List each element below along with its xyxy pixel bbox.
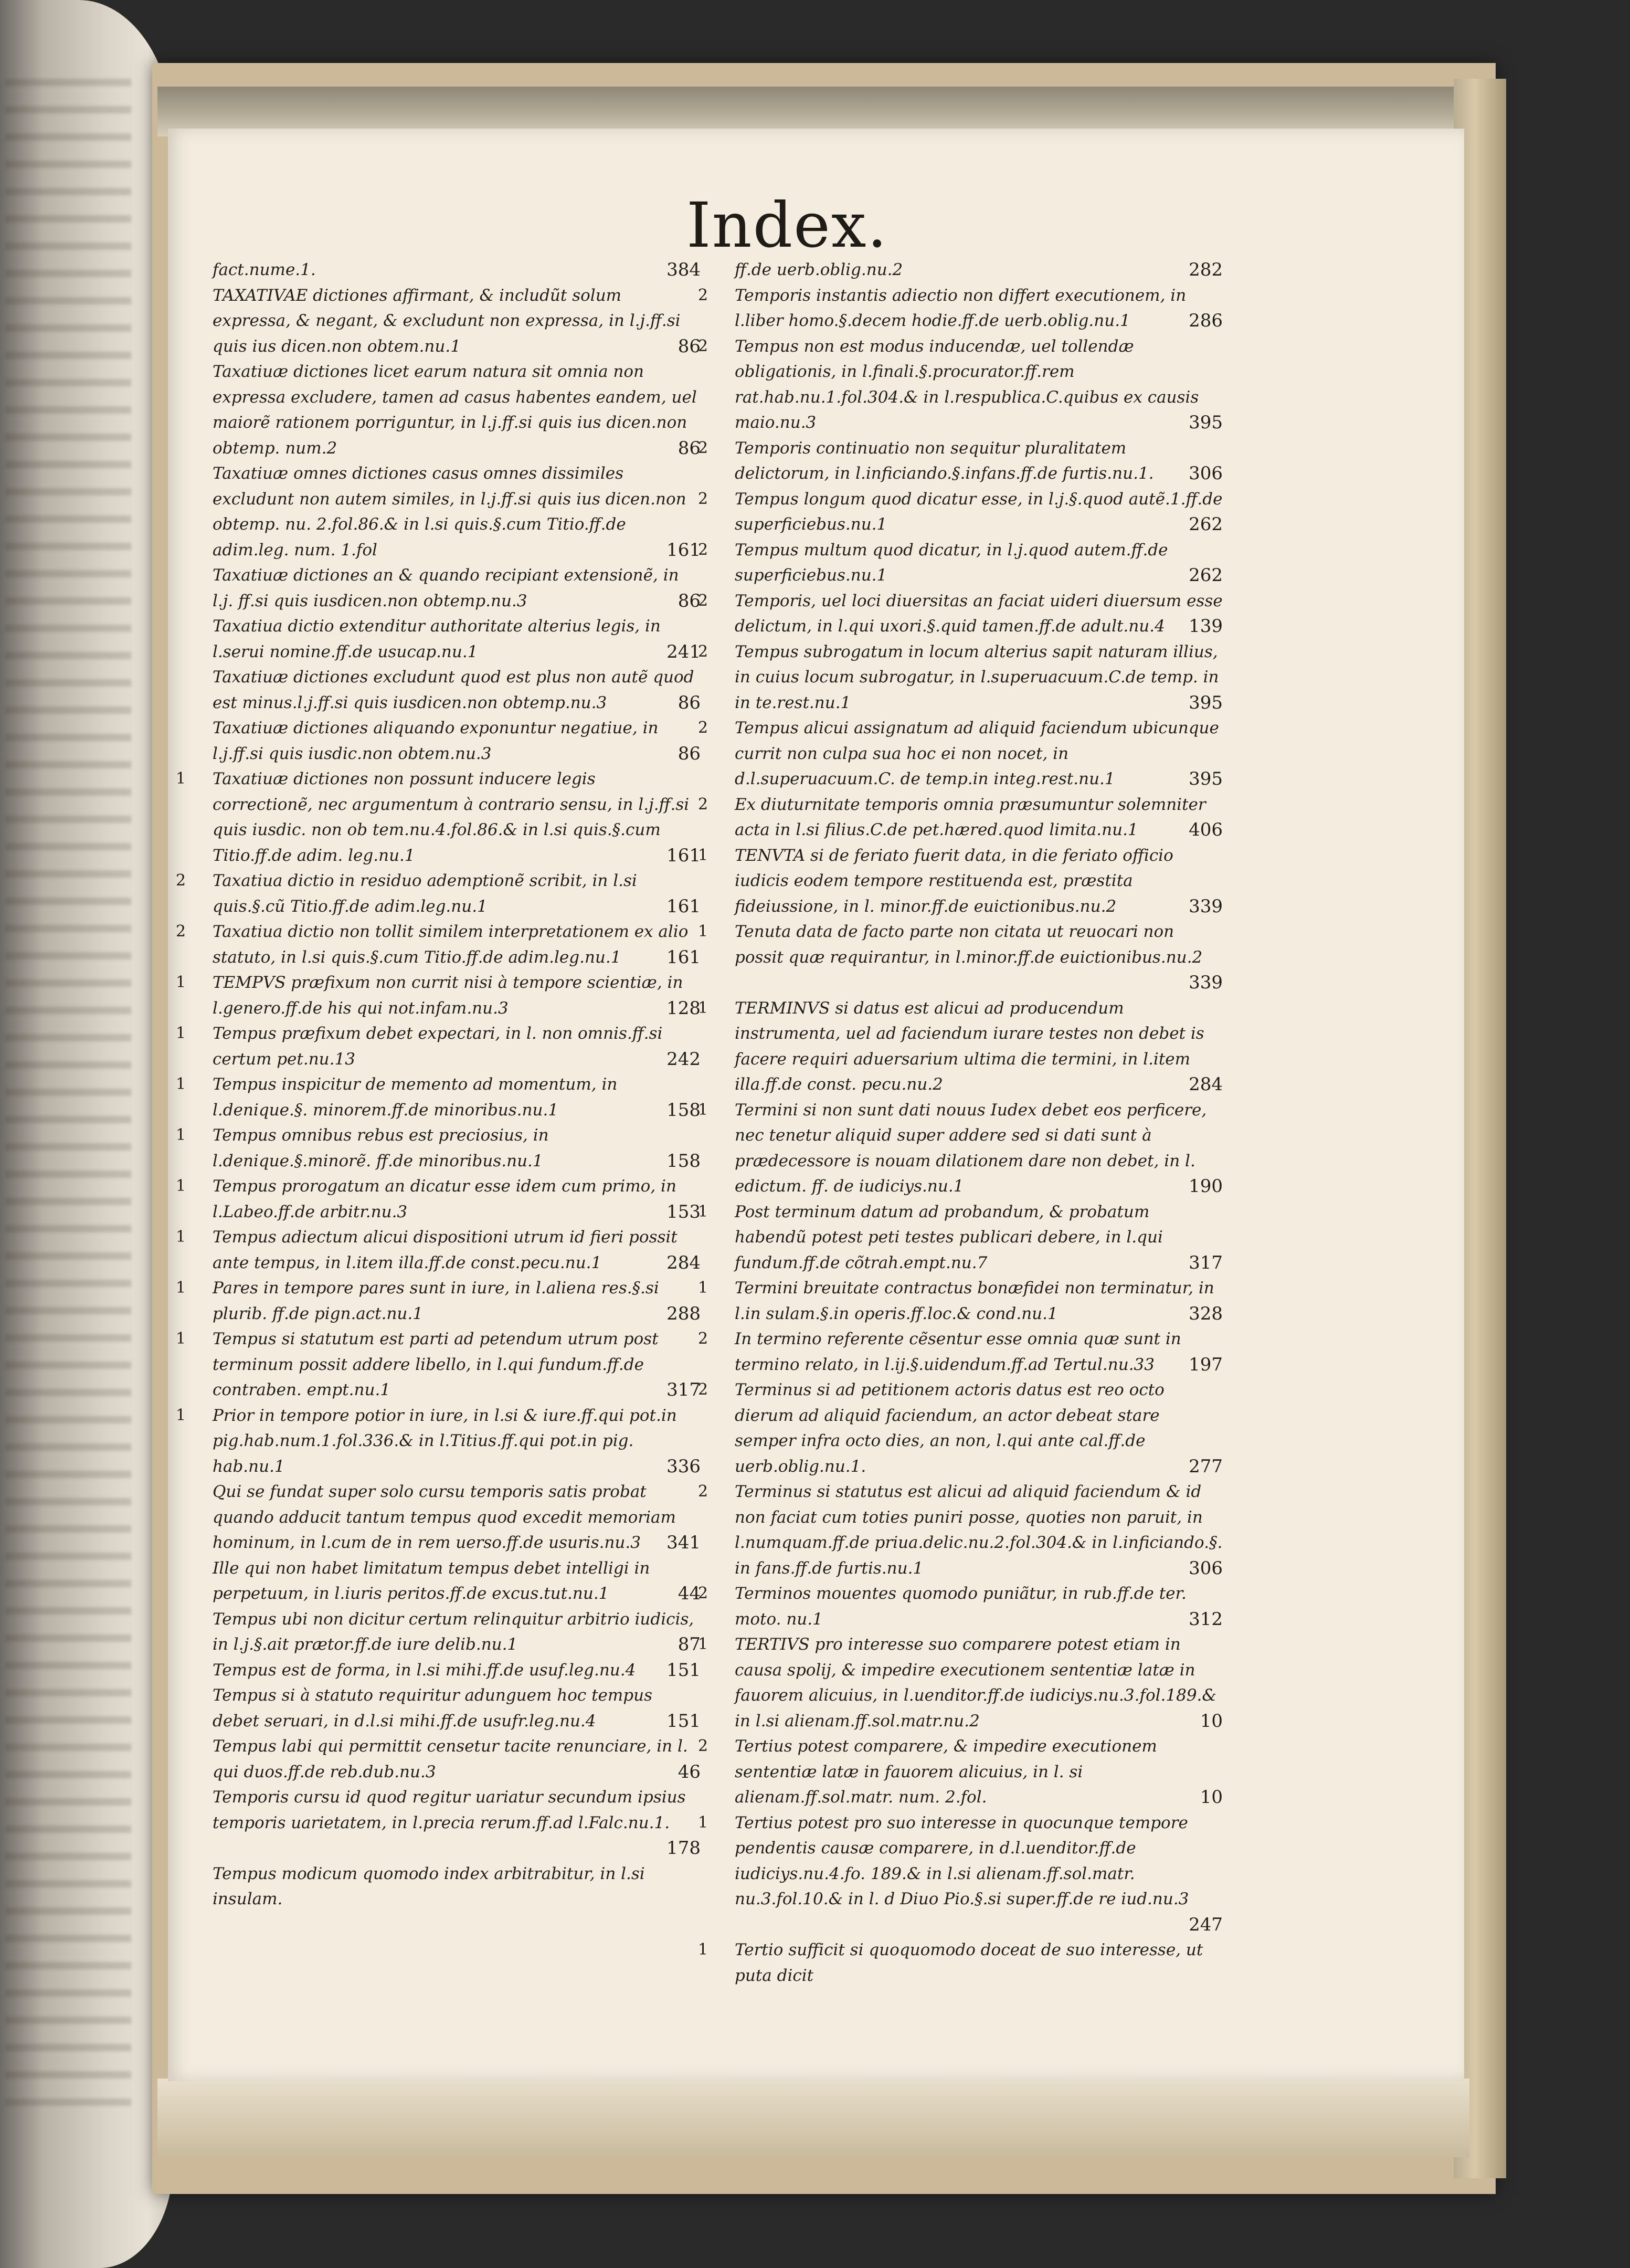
entry-text: Taxatiuæ dictiones licet earum natura sit omnia non expressa excludere, tamen ad casus habentes eandem, uel maiorẽ rationem porriguntur, in l.j.ff.si quis ius dicen.non obtemp. num.2 <box>213 362 697 458</box>
entry-text: Taxatiua dictio in residuo ademptionẽ scribit, in l.si quis.§.cũ Titio.ff.de adim.leg.nu.1 <box>213 871 637 916</box>
entry-text: Tempus omnibus rebus est preciosius, in l.denique.§.minorẽ. ff.de minoribus.nu.1 <box>213 1126 549 1170</box>
entry-page-number: 339 <box>1189 895 1223 917</box>
entry-page-number: 86 <box>678 590 701 611</box>
entry-page-number: 87 <box>678 1634 701 1655</box>
entry-page-number: 284 <box>1189 1074 1223 1095</box>
index-entry <box>698 537 1223 588</box>
index-entry <box>698 1734 1223 1810</box>
entry-text: Taxatiua dictio extenditur authoritate alterius legis, in l.serui nomine.ff.de usucap.nu.1 <box>213 617 661 661</box>
entry-text: Ex diuturnitate temporis omnia præsumuntur solemniter acta in l.si filius.C.de pet.hæred.quod limita.nu.1 <box>735 795 1206 839</box>
entry-text: Tertio sufficit si quoquomodo doceat de suo interesse, ut puta dicit <box>735 1940 1203 1985</box>
entry-page-number: 161 <box>666 539 701 561</box>
index-entry <box>176 715 701 766</box>
entry-page-number: 86 <box>678 335 701 357</box>
entry-text: Tempus inspicitur de memento ad momentum, in l.denique.§. minorem.ff.de minoribus.nu.1 <box>213 1075 618 1120</box>
entry-text: Taxatiuæ dictiones excludunt quod est plus non autẽ quod est minus.l.j.ff.si quis iusdicen.non obtemp.nu.3 <box>213 668 694 712</box>
index-entry <box>698 639 1223 716</box>
entry-page-number: 197 <box>1189 1354 1223 1375</box>
entry-marker: 1 <box>698 1202 708 1221</box>
entry-page-number: 336 <box>666 1455 701 1477</box>
index-entry <box>176 868 701 919</box>
entry-text: Tempus labi qui permittit censetur tacite renunciare, in l. qui duos.ff.de reb.dub.nu.3 <box>213 1737 688 1781</box>
entry-page-number: 86 <box>678 437 701 459</box>
index-entry <box>698 1377 1223 1479</box>
entry-text: Tempus subrogatum in locum alterius sapit naturam illius, in cuius locum subrogatur, in l.superuacuum.C.de temp. in in te.rest.nu.1 <box>735 642 1219 712</box>
index-entry <box>176 766 701 868</box>
entry-marker: 2 <box>176 922 186 941</box>
entry-text: Tertius potest pro suo interesse in quocunque tempore pendentis causæ comparere, in d.l.uenditor.ff.de iudiciys.nu.4.fo. 189.& in l.si alienam.ff.sol.matr. nu.3.fol.10.& in l. d Diuo Pio.§.si super.ff.de re iud.nu.3 <box>735 1813 1189 1908</box>
index-entry <box>698 1581 1223 1632</box>
index-entry <box>176 1403 701 1480</box>
index-entry <box>176 1658 701 1683</box>
entry-text: Taxatiuæ dictiones aliquando exponuntur negatiue, in l.j.ff.si quis iusdic.non obtem.nu.3 <box>213 719 659 763</box>
entry-marker: 1 <box>176 1330 186 1348</box>
entry-marker: 1 <box>698 1100 708 1119</box>
index-entry <box>698 715 1223 792</box>
entry-text: Prior in tempore potior in iure, in l.si & iure.ff.qui pot.in pig.hab.num.1.fol.336.& in l.Titius.ff.qui pot.in pig. hab.nu.1 <box>213 1406 677 1476</box>
entry-text: Tenuta data de facto parte non citata ut reuocari non possit quæ requirantur, in l.minor.ff.de euictionibus.nu.2 <box>735 922 1203 967</box>
index-entry <box>176 1174 701 1225</box>
index-entry <box>176 1225 701 1275</box>
entry-text: Tempus prorogatum an dicatur esse idem cum primo, in l.Labeo.ff.de arbitr.nu.3 <box>213 1177 676 1221</box>
entry-page-number: 86 <box>678 692 701 713</box>
entry-text: Taxatiuæ dictiones non possunt inducere legis correctionẽ, nec argumentum à contrario sensu, in l.j.ff.si quis iusdic. non ob tem.nu.4.fol.86.& in l.si quis.§.cum Titio.ff.de adim. leg.nu.1 <box>213 769 690 865</box>
entry-page-number: 128 <box>666 997 701 1019</box>
index-entry <box>698 919 1223 996</box>
entry-text: Taxatiuæ dictiones an & quando recipiant extensionẽ, in l.j. ff.si quis iusdicen.non obtemp.nu.3 <box>213 566 679 610</box>
entry-text: Pares in tempore pares sunt in iure, in l.aliena res.§.si plurib. ff.de pign.act.nu.1 <box>213 1279 659 1323</box>
entry-page-number: 241 <box>666 641 701 662</box>
entry-page-number: 151 <box>666 1710 701 1732</box>
entry-marker: 2 <box>698 1380 708 1399</box>
entry-page-number: 153 <box>666 1201 701 1222</box>
index-entry <box>698 1810 1223 1938</box>
facing-page-bleed-text <box>5 79 131 2126</box>
entry-page-number: 284 <box>666 1252 701 1273</box>
entry-page-number: 341 <box>666 1532 701 1553</box>
index-entry <box>698 1199 1223 1276</box>
entry-text: Tempus longum quod dicatur esse, in l.j.§.quod autẽ.1.ff.de superficiebus.nu.1 <box>735 489 1223 534</box>
entry-marker: 2 <box>176 871 186 890</box>
entry-marker: 1 <box>176 1279 186 1297</box>
entry-text: Tempus modicum quomodo index arbitrabitur, in l.si insulam. <box>213 1864 645 1908</box>
index-entry <box>176 1021 701 1072</box>
index-column-right <box>698 257 1223 1988</box>
entry-page-number: 10 <box>1200 1787 1223 1808</box>
entry-page-number: 288 <box>666 1303 701 1324</box>
entry-marker: 2 <box>698 1584 708 1602</box>
facing-page-edge <box>0 0 173 2268</box>
entry-page-number: 242 <box>666 1048 701 1070</box>
entry-text: Terminus si statutus est alicui ad aliquid faciendum & id non faciat cum toties puniri posse, quoties non paruit, in l.numquam.ff.de priua.delic.nu.2.fol.304.& in l.inficiando.§. in fans.ff.de furtis.nu.1 <box>735 1482 1223 1578</box>
entry-page-number: 277 <box>1189 1455 1223 1477</box>
index-entry <box>176 1326 701 1403</box>
index-entry <box>698 334 1223 436</box>
index-entry <box>698 996 1223 1098</box>
entry-marker: 1 <box>698 1279 708 1297</box>
entry-marker: 2 <box>698 642 708 661</box>
entry-text: Ille qui non habet limitatum tempus debet intelligi in perpetuum, in l.iuris peritos.ff.de excus.tut.nu.1 <box>213 1558 650 1603</box>
entry-marker: 1 <box>698 846 708 864</box>
entry-page-number: 158 <box>666 1099 701 1121</box>
index-entry <box>698 436 1223 487</box>
entry-text: Termini breuitate contractus bonæfidei non terminatur, in l.in sulam.§.in operis.ff.loc.& cond.nu.1 <box>735 1279 1214 1323</box>
entry-page-number: 306 <box>1189 463 1223 484</box>
index-entry <box>176 563 701 614</box>
index-entry <box>176 359 701 461</box>
entry-page-number: 328 <box>1189 1303 1223 1324</box>
entry-page-number: 139 <box>1189 616 1223 637</box>
entry-text: Tempus si statutum est parti ad petendum utrum post terminum possit addere libello, in l.qui fundum.ff.de contraben. empt.nu.1 <box>213 1330 659 1399</box>
entry-marker: 1 <box>176 1024 186 1042</box>
entry-marker: 2 <box>698 1482 708 1501</box>
entry-page-number: 44 <box>678 1583 701 1604</box>
entry-text: In termino referente cẽsentur esse omnia quæ sunt in termino relato, in l.ij.§.uidendum.ff.ad Tertul.nu.33 <box>735 1330 1181 1374</box>
index-entry <box>698 792 1223 843</box>
entry-text: Taxatiua dictio non tollit similem interpretationem ex alio statuto, in l.si quis.§.cum Titio.ff.de adim.leg.nu.1 <box>213 922 689 967</box>
entry-text: fact.nume.1. <box>213 260 316 279</box>
index-entry <box>698 487 1223 537</box>
index-entry <box>698 283 1223 334</box>
entry-marker: 2 <box>698 795 708 814</box>
index-entry <box>176 1556 701 1607</box>
entry-page-number: 317 <box>1189 1252 1223 1273</box>
entry-marker: 2 <box>698 438 708 457</box>
page-title: Index. <box>686 189 888 261</box>
entry-text: TERTIVS pro interesse suo comparere potest etiam in causa spolij, & impedire executionem sententiæ latæ in fauorem alicuius, in l.uenditor.ff.de iudiciys.nu.3.fol.189.& in l.si alienam.ff.sol.matr.nu.2 <box>735 1635 1216 1731</box>
index-entry <box>176 1479 701 1556</box>
entry-page-number: 178 <box>666 1838 701 1859</box>
entry-text: Temporis, uel loci diuersitas an faciat uideri diuersum esse delictum, in l.qui uxori.§.quid tamen.ff.de adult.nu.4 <box>735 591 1223 636</box>
entry-text: Tertius potest comparere, & impedire executionem sententiæ latæ in fauorem alicuius, in l. si alienam.ff.sol.matr. num. 2.fol. <box>735 1737 1157 1807</box>
index-entry <box>176 283 701 360</box>
entry-text: TAXATIVAE dictiones affirmant, & includũt solum expressa, & negant, & excludunt non expressa, in l.j.ff.si quis ius dicen.non obtem.nu.1 <box>213 286 681 356</box>
entry-text: Tempus si à statuto requiritur adunguem hoc tempus debet seruari, in d.l.si mihi.ff.de usufr.leg.nu.4 <box>213 1686 652 1731</box>
entry-text: Post terminum datum ad probandum, & probatum habendũ potest peti testes publicari debere, in l.qui fundum.ff.de cõtrah.empt.nu.7 <box>735 1202 1163 1272</box>
entry-page-number: 262 <box>1189 514 1223 535</box>
entry-text: Termini si non sunt dati nouus Iudex debet eos perficere, nec tenetur aliquid super addere sed si dati sunt à prædecessore is nouam dilationem dare non debet, in l. edictum. ff. de iudiciys.nu.1 <box>735 1100 1207 1196</box>
index-column-left <box>176 257 701 1912</box>
index-entry <box>176 1785 701 1861</box>
entry-marker: 1 <box>698 922 708 941</box>
index-entry <box>698 1632 1223 1734</box>
entry-text: Terminos mouentes quomodo puniãtur, in rub.ff.de ter. moto. nu.1 <box>735 1584 1187 1629</box>
index-entry <box>176 1123 701 1174</box>
entry-marker: 2 <box>698 1330 708 1348</box>
entry-page-number: 86 <box>678 743 701 764</box>
entry-page-number: 395 <box>1189 692 1223 713</box>
entry-text: Temporis instantis adiectio non differt executionem, in l.liber homo.§.decem hodie.ff.de uerb.oblig.nu.1 <box>735 286 1187 330</box>
entry-text: Tempus est de forma, in l.si mihi.ff.de usuf.leg.nu.4 <box>213 1660 636 1680</box>
entry-page-number: 317 <box>666 1379 701 1400</box>
entry-text: Tempus multum quod dicatur, in l.j.quod autem.ff.de superficiebus.nu.1 <box>735 540 1168 585</box>
entry-page-number: 395 <box>1189 412 1223 433</box>
entry-marker: 2 <box>698 1737 708 1755</box>
index-entry <box>176 461 701 563</box>
entry-page-number: 161 <box>666 946 701 968</box>
entry-text: Temporis continuatio non sequitur pluralitatem delictorum, in l.inficiando.§.infans.ff.de furtis.nu.1. <box>735 438 1154 483</box>
entry-marker: 1 <box>176 1177 186 1195</box>
index-entry <box>698 257 1223 283</box>
entry-page-number: 395 <box>1189 768 1223 789</box>
entry-page-number: 161 <box>666 845 701 866</box>
entry-page-number: 406 <box>1189 819 1223 840</box>
entry-text: TENVTA si de feriato fuerit data, in die feriato officio iudicis eodem tempore restituenda est, præstita fideiussione, in l. minor.ff.de euictionibus.nu.2 <box>735 846 1173 916</box>
index-entry <box>176 1683 701 1734</box>
index-entry <box>698 1275 1223 1326</box>
entry-page-number: 161 <box>666 895 701 917</box>
entry-text: ff.de uerb.oblig.nu.2 <box>735 260 903 279</box>
entry-text: Tempus non est modus inducendæ, uel tollendæ obligationis, in l.finali.§.procurator.ff.rem rat.hab.nu.1.fol.304.& in l.respublica.C.quibus ex causis maio.nu.3 <box>735 336 1199 432</box>
entry-page-number: 158 <box>666 1150 701 1172</box>
entry-text: Tempus ubi non dicitur certum relinquitur arbitrio iudicis, in l.j.§.ait prætor.ff.de iure delib.nu.1 <box>213 1609 694 1654</box>
index-entry <box>176 614 701 664</box>
index-entry <box>698 588 1223 639</box>
entry-marker: 1 <box>176 1228 186 1246</box>
entry-page-number: 262 <box>1189 565 1223 586</box>
index-entry <box>698 843 1223 920</box>
entry-text: Tempus alicui assignatum ad aliquid faciendum ubicunque currit non culpa sua hoc ei non nocet, in d.l.superuacuum.C. de temp.in integ.rest.nu.1 <box>735 719 1219 788</box>
index-entry <box>698 1479 1223 1581</box>
entry-marker: 1 <box>698 1635 708 1653</box>
entry-text: Tempus præfixum debet expectari, in l. non omnis.ff.si certum pet.nu.13 <box>213 1024 663 1069</box>
entry-marker: 2 <box>698 719 708 737</box>
entry-marker: 1 <box>176 1406 186 1425</box>
entry-page-number: 10 <box>1200 1710 1223 1732</box>
entry-marker: 2 <box>698 286 708 304</box>
index-entry <box>176 919 701 970</box>
index-entry <box>176 1275 701 1326</box>
entry-page-number: 384 <box>666 259 701 280</box>
index-entry <box>698 1326 1223 1377</box>
entry-page-number: 247 <box>1189 1914 1223 1935</box>
entry-marker: 2 <box>698 336 708 355</box>
entry-text: TERMINVS si datus est alicui ad producendum instrumenta, uel ad faciendum iurare testes non debet is facere requiri aduersarium ultima die termini, in l.item illa.ff.de const. pecu.nu.2 <box>735 998 1204 1094</box>
entry-marker: 2 <box>698 489 708 508</box>
entry-page-number: 312 <box>1189 1608 1223 1630</box>
entry-text: Taxatiuæ omnes dictiones casus omnes dissimiles excludunt non autem similes, in l.j.ff.si quis ius dicen.non obtemp. nu. 2.fol.86.& in l.si quis.§.cum Titio.ff.de adim.leg. num. 1.fol <box>213 464 686 560</box>
entry-text: Qui se fundat super solo cursu temporis satis probat quando adducit tantum tempus quod excedit memoriam hominum, in l.cum de in rem uerso.ff.de usuris.nu.3 <box>213 1482 676 1552</box>
entry-marker: 1 <box>698 1813 708 1832</box>
entry-marker: 1 <box>176 769 186 788</box>
index-entry <box>698 1937 1223 1988</box>
entry-page-number: 151 <box>666 1659 701 1681</box>
entry-marker: 2 <box>698 540 708 559</box>
entry-page-number: 306 <box>1189 1557 1223 1579</box>
entry-page-number: 282 <box>1189 259 1223 280</box>
index-entry <box>176 1734 701 1785</box>
page-bottom-edge <box>157 2079 1469 2157</box>
entry-page-number: 286 <box>1189 310 1223 331</box>
entry-marker: 1 <box>698 998 708 1017</box>
index-entry <box>176 970 701 1021</box>
entry-marker: 1 <box>176 973 186 991</box>
entry-text: TEMPVS præfixum non currit nisi à tempore scientiæ, in l.genero.ff.de his qui not.infam.nu.3 <box>213 973 683 1018</box>
entry-text: Tempus adiectum alicui dispositioni utrum id fieri possit ante tempus, in l.item illa.ff.de const.pecu.nu.1 <box>213 1228 678 1272</box>
entry-marker: 1 <box>176 1126 186 1144</box>
index-entry <box>176 664 701 715</box>
entry-marker: 1 <box>698 1940 708 1959</box>
index-entry <box>176 257 701 283</box>
entry-page-number: 46 <box>678 1761 701 1782</box>
entry-text: Temporis cursu id quod regitur uariatur secundum ipsius temporis uarietatem, in l.precia rerum.ff.ad l.Falc.nu.1. <box>213 1788 686 1832</box>
entry-page-number: 339 <box>1189 972 1223 993</box>
index-entry <box>176 1861 701 1912</box>
index-entry <box>698 1098 1223 1199</box>
entry-marker: 1 <box>176 1075 186 1093</box>
entry-page-number: 190 <box>1189 1176 1223 1197</box>
index-entry <box>176 1072 701 1123</box>
entry-marker: 2 <box>698 591 708 610</box>
entry-text: Terminus si ad petitionem actoris datus est reo octo dierum ad aliquid faciendum, an actor debeat stare semper infra octo dies, an non, l.qui ante cal.ff.de uerb.oblig.nu.1. <box>735 1380 1165 1476</box>
index-entry <box>176 1607 701 1658</box>
